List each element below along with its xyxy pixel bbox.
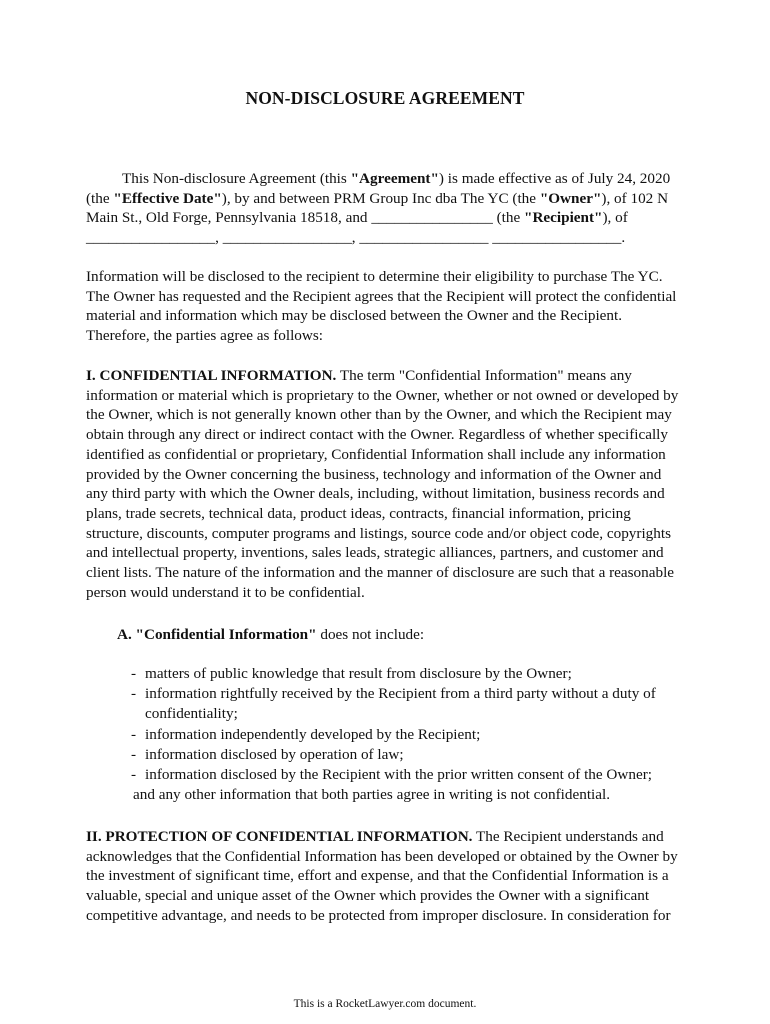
section-confidential-information [86, 366, 686, 602]
section1-body: The term "Confidential Information" means any information or material which is proprietary to the Owner, whether or not owned or developed by the Owner, which is not generally known other than by the Owner, and which the Recipient may obtain through any direct or indirect contact with the Owner. Regardless of whether specifically identified as confidential or proprietary, Confidential Information shall include any information provided by the Owner concerning the business, technology and information of the Owner and any third party with which the Owner deals, including, without limitation, business records and plans, trade secrets, technical data, product ideas, contracts, financial information, pricing structure, discounts, computer programs and listings, source code and/or object code, copyrights and intellectual property, inventions, sales leads, strategic alliances, partners, and customer and client lists. The nature of the information and the manner of disclosure are such that a reasonable person would understand it to be confidential. [86, 367, 679, 601]
intro-text-3: ), by and between PRM Group Inc dba The YC (the [221, 189, 540, 207]
document-title: NON-DISCLOSURE AGREEMENT [245, 88, 525, 108]
purpose-paragraph: Information will be disclosed to the recipient to determine their eligibility to purchase The YC. The Owner has requested and the Recipient agrees that the Recipient will protect the confidential material and information which may be disclosed between the Owner and the Recipient. Therefore, the parties agree as follows: [86, 268, 677, 345]
recipient-term: "Recipient" [524, 209, 603, 227]
subsection-a-body: does not include: [316, 626, 425, 643]
section2-heading: II. PROTECTION OF CONFIDENTIAL INFORMATION. [86, 828, 473, 845]
section2-body: The Recipient understands and acknowledges that the Confidential Information has been developed or obtained by the Owner by the investment of significant time, effort and expense, and that the Confidential Information is a valuable, special and unique asset of the Owner which provides the Owner with a significant competitive advantage, and needs to be protected from improper disclosure. In consideration for [86, 828, 678, 924]
list-item: - matters of public knowledge that result from disclosure by the Owner; [131, 665, 572, 682]
list-item: - information rightfully received by the Recipient from a third party without a duty of confidentiality; [131, 685, 656, 723]
section1-heading: I. CONFIDENTIAL INFORMATION. [86, 367, 337, 384]
page-footer: This is a RocketLawyer.com document. [293, 998, 477, 1010]
subsection-a [117, 625, 677, 645]
list-item: - information disclosed by operation of law; [131, 745, 404, 763]
intro-text-4: ), of 102 N Main St., Old Forge, Pennsylvania 18518, and ________________ (the [86, 189, 669, 227]
list-item: - information disclosed by the Recipient with the prior written consent of the Owner; [131, 766, 652, 784]
owner-term: "Owner" [539, 189, 602, 207]
list-item: - information independently developed by the Recipient; [131, 725, 481, 743]
exclusions-list [131, 664, 691, 805]
intro-text-1: This Non-disclosure Agreement (this [122, 170, 351, 187]
section-protection [86, 827, 686, 926]
subsection-a-heading: A. "Confidential Information" [117, 626, 317, 643]
intro-text-2: ) is made effective as of July 24, 2020 (the [86, 170, 671, 207]
agreement-term: "Agreement" [350, 170, 439, 187]
intro-paragraph [86, 169, 686, 248]
exclusions-tail: and any other information that both parties agree in writing is not confidential. [133, 786, 611, 804]
intro-text-5: ), of _________________, _________________, _________________ _________________. [86, 209, 628, 247]
effective-date-term: "Effective Date" [113, 189, 222, 207]
